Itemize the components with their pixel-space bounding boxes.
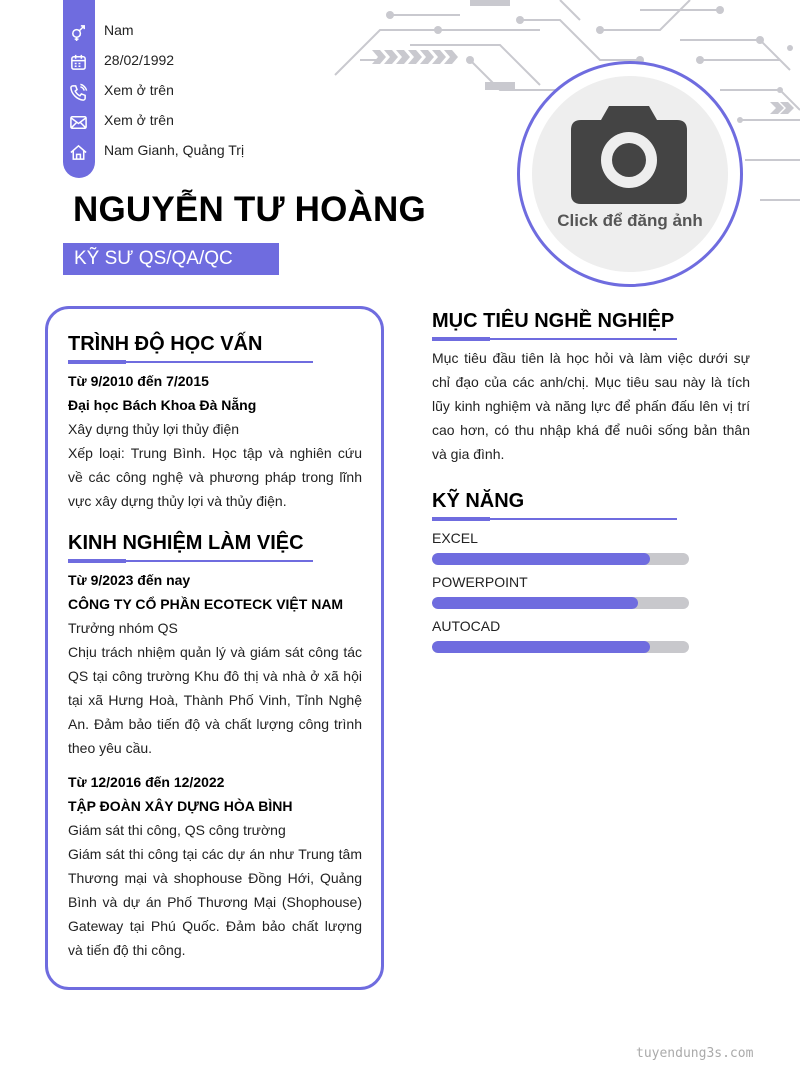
education-title-underline: [68, 361, 313, 363]
skill-bar-fill: [432, 641, 650, 653]
skills-title-underline: [432, 518, 677, 520]
experience-title-underline: [68, 560, 313, 562]
experience-company: TẬP ĐOÀN XÂY DỰNG HÒA BÌNH: [68, 798, 293, 814]
experience-details: Chịu trách nhiệm quản lý và giám sát công tác QS tại công trường Khu đô thị và nhà ở xã hội tại xã Hưng Hoà, Thành Phố Vinh, Tỉnh Nghệ An. Đảm bảo tiến độ và chất lượng công trình theo yêu cầu.: [68, 644, 362, 756]
experience-details: Giám sát thi công tại các dự án như Trung tâm Thương mại và shophouse Đồng Hới, Quảng Bình và dự án Phố Thương Mại (Shophouse) Gateway tại Phú Quốc. Đảm bảo chất lượng và tiến độ thi công.: [68, 846, 362, 958]
candidate-name: NGUYỄN TƯ HOÀNG: [73, 190, 426, 229]
skill-label: AUTOCAD: [432, 618, 501, 634]
skill-bar: [432, 641, 689, 653]
contact-gender: [63, 17, 323, 47]
contact-address-text: Nam Gianh, Quảng Trị: [104, 142, 245, 158]
education-title: TRÌNH ĐỘ HỌC VẤN: [68, 333, 263, 355]
contact-address: [63, 137, 323, 167]
photo-upload-button[interactable]: [532, 76, 728, 272]
camera-icon: [569, 102, 689, 206]
objective-text: Mục tiêu đầu tiên là học hỏi và làm việc dưới sự chỉ đạo của các anh/chị. Mục tiêu sau này là tích lũy kinh nghiệm và năng lực để phấn đấu lên vị trí cao hơn, có thu nhập khá để nuôi sống bản thân và gia đình.: [432, 350, 750, 462]
experience-title: KINH NGHIỆM LÀM VIỆC: [68, 532, 304, 554]
experience-period: Từ 9/2023 đến nay: [68, 572, 191, 588]
education-entry: [68, 369, 362, 513]
skill-bar-fill: [432, 597, 638, 609]
education-period: Từ 9/2010 đến 7/2015: [68, 373, 209, 389]
footer-watermark: tuyendung3s.com: [636, 1046, 754, 1061]
objective-title: MỤC TIÊU NGHỀ NGHIỆP: [432, 310, 675, 332]
experience-company: CÔNG TY CỔ PHẦN ECOTECK VIỆT NAM: [68, 596, 344, 612]
experience-role: Giám sát thi công, QS công trường: [68, 822, 286, 838]
education-school: Đại học Bách Khoa Đà Nẵng: [68, 397, 257, 413]
contact-birthday-text: 28/02/1992: [104, 52, 175, 68]
skill-bar: [432, 597, 689, 609]
objective-title-underline: [432, 338, 677, 340]
mail-icon: [69, 113, 88, 132]
photo-upload-label: Click để đăng ảnh: [557, 211, 703, 230]
contact-birthday: [63, 47, 323, 77]
skill-bar: [432, 553, 689, 565]
job-title-badge: KỸ SƯ QS/QA/QC: [63, 243, 279, 275]
home-icon: [69, 143, 88, 162]
contact-email: [63, 107, 323, 137]
calendar-icon: [69, 53, 88, 72]
experience-role: Trưởng nhóm QS: [68, 620, 178, 636]
skill-label: EXCEL: [432, 530, 478, 546]
skill-label: POWERPOINT: [432, 574, 528, 590]
contact-gender-text: Nam: [104, 22, 134, 38]
contact-email-text: Xem ở trên: [104, 112, 174, 128]
experience-period: Từ 12/2016 đến 12/2022: [68, 774, 225, 790]
education-major: Xây dựng thủy lợi thủy điện: [68, 421, 240, 437]
experience-entry: [68, 568, 362, 760]
contact-phone-text: Xem ở trên: [104, 82, 174, 98]
education-details: Xếp loại: Trung Bình. Học tập và nghiên cứu về các công nghệ và phương pháp trong lĩnh vực xây dựng thủy lợi và thủy điện.: [68, 445, 362, 509]
contact-phone: [63, 77, 323, 107]
phone-icon: [69, 83, 88, 102]
skill-bar-fill: [432, 553, 650, 565]
gender-icon: [69, 23, 88, 42]
skills-title: KỸ NĂNG: [432, 490, 525, 512]
experience-entry: [68, 770, 362, 962]
